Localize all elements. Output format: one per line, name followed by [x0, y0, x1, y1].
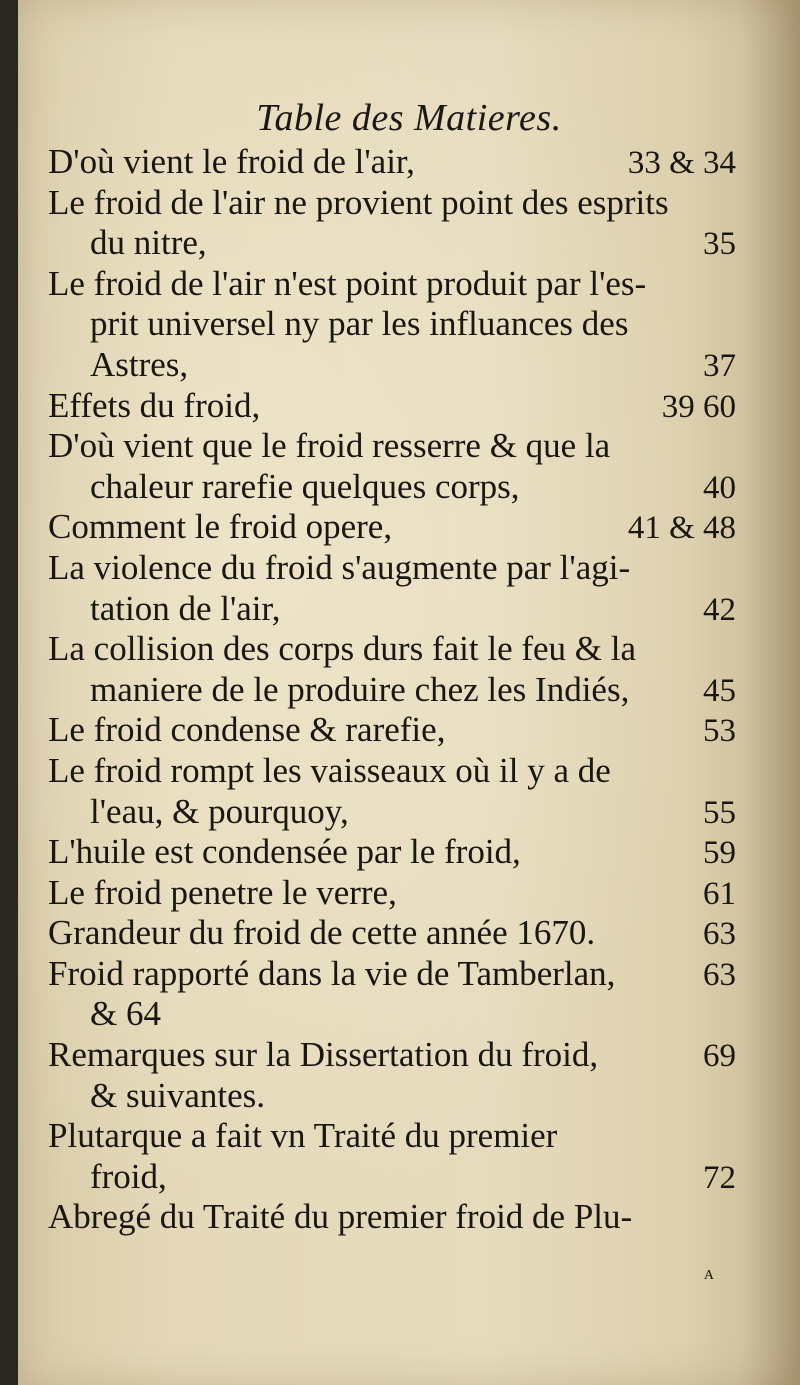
toc-page-number: 63	[703, 916, 736, 953]
toc-entry	[48, 954, 736, 1035]
book-page	[18, 0, 800, 1385]
toc-entry-line	[48, 1035, 736, 1076]
toc-page-number: 42	[703, 591, 736, 628]
toc-entry-line	[48, 386, 736, 427]
toc-entry-line	[48, 426, 736, 467]
toc-entry-text: Grandeur du froid de cette année 1670.	[48, 913, 596, 953]
toc-entry-text: Astres,	[90, 344, 189, 384]
toc-page-number: 61	[703, 875, 736, 912]
toc-entry-text: Effets du froid,	[48, 385, 261, 425]
toc-entry-line	[48, 873, 736, 914]
toc-page-number: 45	[703, 672, 736, 709]
toc-page-number: 41 & 48	[627, 510, 736, 547]
toc-entry-line	[48, 304, 736, 345]
toc-entry-line	[48, 629, 736, 670]
toc-entry-text: Le froid penetre le verre,	[48, 872, 397, 912]
toc-entry-line	[48, 507, 736, 548]
toc-entry	[48, 183, 736, 264]
catchword: A	[703, 1268, 714, 1283]
toc-entry-text: tation de l'air,	[90, 588, 281, 628]
toc-page-number: 55	[703, 794, 736, 831]
toc-entry-line	[48, 142, 736, 183]
toc-entry-line	[48, 223, 736, 264]
toc-entry-text: Le froid condense & rarefie,	[48, 710, 446, 750]
toc-entry	[48, 264, 736, 386]
toc-entry-text: & suivantes.	[90, 1075, 265, 1115]
toc-entry-text: du nitre,	[90, 223, 207, 263]
toc-entry-line	[48, 183, 736, 224]
toc-entry	[48, 142, 736, 183]
toc-entry-line	[48, 751, 736, 792]
toc-entry-text: l'eau, & pourquoy,	[90, 791, 349, 831]
toc-entry-text: Le froid rompt les vaisseaux où il y a de	[48, 750, 611, 790]
toc-entry-line	[48, 670, 736, 711]
toc-entry-text: maniere de le produire chez les Indiés,	[90, 669, 630, 709]
toc-page-number: 39 60	[661, 388, 736, 425]
toc-entry-line	[48, 1197, 736, 1238]
toc-page-number: 33 & 34	[627, 145, 736, 181]
toc-entry-text: D'où vient le froid de l'air,	[48, 142, 415, 181]
toc-entry	[48, 1197, 736, 1238]
toc-page-number: 59	[703, 835, 736, 872]
toc-entry-text: Comment le froid opere,	[48, 507, 393, 547]
toc-page-number: 53	[703, 713, 736, 750]
toc-entry-line	[48, 264, 736, 305]
toc-entry-text: Remarques sur la Dissertation du froid,	[48, 1035, 599, 1075]
toc-entry-line	[48, 913, 736, 954]
toc-entry-line	[48, 954, 736, 995]
toc-entry-text: D'où vient que le froid resserre & que la	[48, 426, 611, 466]
toc-entry-text: Le froid de l'air ne provient point des esprits	[48, 182, 669, 222]
toc-entry-line	[48, 589, 736, 630]
toc-entry	[48, 548, 736, 629]
toc-entry	[48, 832, 736, 873]
toc-entry	[48, 1116, 736, 1197]
toc-entry-text: La collision des corps durs fait le feu & la	[48, 629, 637, 669]
toc-entry-line	[48, 1076, 736, 1117]
toc-entry-text: Abregé du Traité du premier froid de Plu-	[48, 1197, 633, 1237]
toc-entry	[48, 507, 736, 548]
toc-entry-line	[48, 792, 736, 833]
toc-page-number: 37	[703, 347, 736, 384]
toc-entry	[48, 913, 736, 954]
toc-entry	[48, 751, 736, 832]
running-head: Table des Matieres.	[256, 97, 562, 139]
toc-entry-text: La violence du froid s'augmente par l'agi-	[48, 547, 631, 587]
toc-entry	[48, 1035, 736, 1116]
toc-page-number: 72	[703, 1159, 736, 1196]
toc-entry-line	[48, 832, 736, 873]
toc-entry-line	[48, 994, 736, 1035]
toc-entry-text: chaleur rarefie quelques corps,	[90, 466, 520, 506]
toc-entry	[48, 386, 736, 427]
toc-page-number: 35	[703, 226, 736, 263]
toc-entry	[48, 426, 736, 507]
toc-entry-text: Plutarque a fait vn Traité du premier	[48, 1116, 558, 1156]
toc-entry-line	[48, 710, 736, 751]
toc-entry-line	[48, 467, 736, 508]
toc-entry	[48, 629, 736, 710]
toc-entry-text: & 64	[90, 994, 161, 1034]
toc-entry-line	[48, 1116, 736, 1157]
toc-entry	[48, 710, 736, 751]
toc-entry-text: L'huile est condensée par le froid,	[48, 832, 521, 872]
toc-entry-text: Le froid de l'air n'est point produit par l'es-	[48, 263, 647, 303]
toc-entry-text: Froid rapporté dans la vie de Tamberlan,	[48, 953, 616, 993]
table-of-contents	[48, 142, 736, 1238]
toc-page-number: 69	[703, 1038, 736, 1075]
toc-entry-line	[48, 548, 736, 589]
toc-page-number: 40	[703, 469, 736, 506]
toc-entry-text: prit universel ny par les influances des	[90, 304, 629, 344]
toc-page-number: 63	[703, 956, 736, 993]
page-edge-shadow	[740, 0, 800, 1385]
toc-entry-text: froid,	[90, 1156, 167, 1196]
toc-entry	[48, 873, 736, 914]
toc-entry-line	[48, 345, 736, 386]
toc-entry-line	[48, 1157, 736, 1198]
